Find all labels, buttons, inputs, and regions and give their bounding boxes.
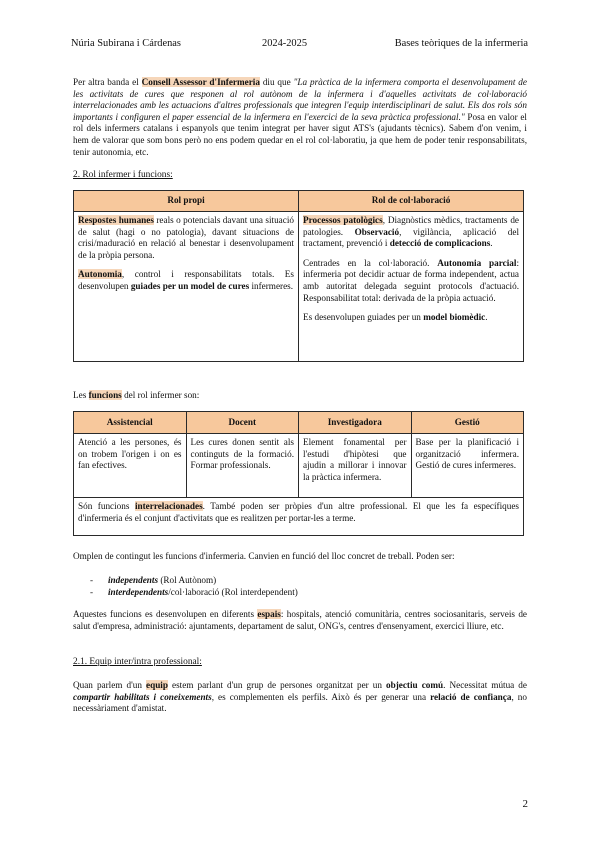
list-item: - independents (Rol Autònom) bbox=[90, 574, 298, 586]
section-21-title: 2.1. Equip inter/intra professional: bbox=[73, 657, 202, 667]
functions-cell-docent: Les cures donen sentit als continguts de la formació. Formar professionals. bbox=[186, 434, 299, 498]
function-types-list bbox=[90, 574, 298, 598]
team-paragraph: Quan parlem d'un equip estem parlant d'un grup de persones organitzat per un objectiu comú. Necessitat mútua de compartir habilitats i coneixements, es complementen els perfils. Això és per generar una relació de confiança, no necessàriament d'amistat. bbox=[73, 680, 527, 714]
intro-text-2: diu que bbox=[259, 77, 294, 87]
term-espais: espais bbox=[257, 609, 281, 619]
term-autonomia: Autonomia bbox=[78, 269, 122, 280]
functions-header-gestio: Gestió bbox=[411, 412, 524, 434]
functions-header-docent: Docent bbox=[186, 412, 299, 434]
roles-table bbox=[73, 190, 524, 362]
header-title: Bases teòriques de la infermeria bbox=[394, 38, 528, 49]
functions-cell-assistencial: Atenció a les persones, és on trobem l'origen i on es fan efectives. bbox=[74, 434, 187, 498]
functions-table bbox=[73, 411, 524, 536]
functions-header-investigadora: Investigadora bbox=[299, 412, 412, 434]
term-equip: equip bbox=[146, 680, 168, 690]
section-2-title: 2. Rol infermer i funcions: bbox=[73, 170, 173, 180]
content-line: Omplen de contingut les funcions d'infermeria. Canvien en funció del lloc concret de treball. Poden ser: bbox=[73, 551, 455, 561]
functions-header-assistencial: Assistencial bbox=[74, 412, 187, 434]
functions-cell-gestio: Base per la planificació i organització infermera. Gestió de cures infermeres. bbox=[411, 434, 524, 498]
functions-footer: Són funcions interrelacionades. També poden ser pròpies d'un altre professional. El que les fa específiques d'infermeria és el conjunt d'activitats que es realitzen per portar-les a terme. bbox=[74, 498, 524, 536]
term-funcions: funcions bbox=[88, 390, 122, 400]
roles-cell-own: Respostes humanes reals o potencials davant una situació de salut (hagi o no patologia), davant situacions de crisi/maduració en relació al benestar i desenvolupament de la pròpia persona. Autonomia, control i responsabilitats totals. Es desenvolupen guiades per un model de cures infermeres. bbox=[74, 212, 299, 362]
intro-text-3: Posa en valor el rol dels infermers catalans i espanyols que tenim integrat per haver sigut ATS's (ajudants tècnics). Sabem d'on venim, i hem de valorar que som bons però no ens podem quedar en el rol col·laboratiu, ja que hem de poder tenir responsabilitats, tenir autonomia, etc. bbox=[73, 111, 527, 157]
header-author: Núria Subirana i Cárdenas bbox=[71, 38, 181, 49]
roles-cell-collab: Processos patològics, Diagnòstics mèdics, tractaments de patologies. Observació, vigilància, aplicació del tractament, prevenció i detecció de complicacions. Centrades en la col·laboració. Autonomia parcial: infermeria pot decidir actuar de forma independent, actua amb autoritat delegada seguint protocols d'actuació. Responsabilitat total: derivada de la pròpia actuació. Es desenvolupen guiades per un model biomèdic. bbox=[299, 212, 524, 362]
intro-paragraph bbox=[73, 77, 527, 158]
page-number: 2 bbox=[522, 798, 528, 810]
roles-header-own: Rol propi bbox=[74, 191, 299, 212]
term-processos: Processos patològics bbox=[303, 215, 383, 225]
intro-text-1: Per altra banda el bbox=[73, 77, 142, 87]
functions-intro: Les funcions del rol infermer son: bbox=[73, 390, 200, 400]
term-respostes: Respostes humanes bbox=[78, 215, 154, 225]
functions-cell-investigadora: Element fonamental per l'estudi d'hipòtesi que ajudin a millorar i innovar la pràctica infermera. bbox=[299, 434, 412, 498]
intro-quote: "La pràctica de la infermera comporta el desenvolupament de les activitats de cures que responen al rol autònom de la infermera i d'aquelles activitats de col·laboració interrelacionades amb les actuacions d'altres professionals que integren l'equip interdisciplinari de salut. Els dos rols són importants i configuren el paper essencial de la infermera en l'exercici de la seva pràctica professional." bbox=[73, 77, 527, 122]
roles-header-collab: Rol de col·laboració bbox=[299, 191, 524, 212]
list-item: - interdependents/col·laboració (Rol interdependent) bbox=[90, 586, 298, 598]
spaces-paragraph: Aquestes funcions es desenvolupen en diferents espais: hospitals, atenció comunitària, centres sociosanitaris, serveis de salut d'empresa, administració: ajuntaments, departament de salut, ONG's, centres d'ensenyament, exercici lliure, etc. bbox=[73, 609, 527, 631]
consell-term: Consell Assessor d'Infermeria bbox=[141, 77, 260, 87]
term-interrelacionades: interrelacionades bbox=[134, 501, 203, 511]
header-year: 2024-2025 bbox=[262, 38, 308, 49]
